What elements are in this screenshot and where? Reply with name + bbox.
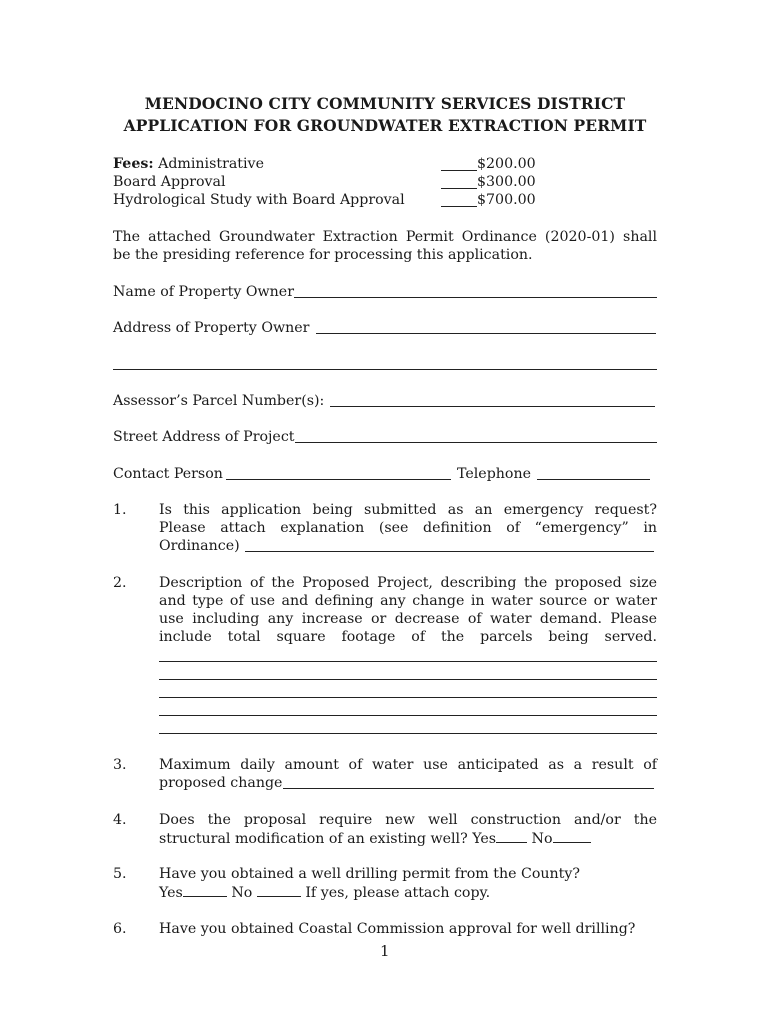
question-2-line-2: and type of use and defining any change in water source or water bbox=[159, 593, 657, 609]
question-2-answer-line-3[interactable] bbox=[159, 697, 657, 698]
question-4-line-1: Does the proposal require new well construction and/or the bbox=[159, 812, 657, 828]
question-2-answer-line-2[interactable] bbox=[159, 679, 657, 680]
question-4-number: 4. bbox=[113, 812, 127, 828]
question-5-no-field[interactable] bbox=[257, 883, 301, 897]
fee-board-approval-amount: $300.00 bbox=[477, 174, 536, 190]
contact-person-field[interactable] bbox=[226, 479, 451, 480]
question-1-number: 1. bbox=[113, 502, 127, 518]
question-5-yes-label: Yes bbox=[159, 885, 183, 901]
street-address-field[interactable] bbox=[295, 442, 657, 443]
fee-hydrological-check-line[interactable] bbox=[441, 206, 477, 207]
question-5-yes-field[interactable] bbox=[183, 883, 227, 897]
question-3-line-1: Maximum daily amount of water use anticipated as a result of bbox=[159, 757, 657, 773]
question-2-line-4: include total square footage of the parcels being served. bbox=[159, 629, 657, 645]
title-line-1: MENDOCINO CITY COMMUNITY SERVICES DISTRICT bbox=[144, 94, 626, 113]
fee-hydrological-amount: $700.00 bbox=[477, 192, 536, 208]
question-1-line-1: Is this application being submitted as an emergency request? bbox=[159, 502, 657, 518]
intro-line-2: be the presiding reference for processing this application. bbox=[113, 247, 533, 263]
telephone-label: Telephone bbox=[457, 466, 531, 482]
question-2-line-1: Description of the Proposed Project, describing the proposed size bbox=[159, 575, 657, 591]
question-2-line-3: use including any increase or decrease of water demand. Please bbox=[159, 611, 657, 627]
owner-name-field[interactable] bbox=[294, 297, 657, 298]
fee-administrative-check-line[interactable] bbox=[441, 170, 477, 171]
fee-administrative-label: Administrative bbox=[158, 156, 264, 172]
question-4-no-label: No bbox=[531, 831, 553, 847]
telephone-field[interactable] bbox=[537, 479, 650, 480]
question-3-answer-field[interactable] bbox=[283, 788, 654, 789]
page-number: 1 bbox=[380, 942, 390, 960]
question-1-line-2: Please attach explanation (see definition of “emergency” in bbox=[159, 520, 657, 536]
street-address-label: Street Address of Project bbox=[113, 429, 295, 445]
question-5-no-label: No bbox=[231, 885, 253, 901]
question-4-yes-field[interactable] bbox=[496, 829, 527, 843]
parcel-number-field[interactable] bbox=[330, 406, 655, 407]
fees-label: Fees: bbox=[113, 156, 154, 172]
question-1-line-3: Ordinance) bbox=[159, 538, 240, 554]
question-6-line-1: Have you obtained Coastal Commission approval for well drilling? bbox=[159, 921, 636, 937]
question-4-line-2-text: structural modification of an existing well? Yes bbox=[159, 831, 497, 847]
question-1-answer-field[interactable] bbox=[245, 551, 654, 552]
question-5-note: If yes, please attach copy. bbox=[305, 885, 491, 901]
question-3-number: 3. bbox=[113, 757, 127, 773]
fee-board-approval-check-line[interactable] bbox=[441, 188, 477, 189]
owner-name-label: Name of Property Owner bbox=[113, 284, 294, 300]
fee-hydrological-label: Hydrological Study with Board Approval bbox=[113, 192, 405, 208]
owner-address-field-line-2[interactable] bbox=[113, 369, 657, 370]
owner-address-field[interactable] bbox=[316, 333, 656, 334]
question-5-number: 5. bbox=[113, 866, 127, 882]
question-5-line-2 bbox=[159, 883, 490, 902]
title-line-2: APPLICATION FOR GROUNDWATER EXTRACTION PERMIT bbox=[123, 116, 647, 135]
question-5-line-1: Have you obtained a well drilling permit from the County? bbox=[159, 866, 580, 882]
question-4-no-field[interactable] bbox=[553, 829, 591, 843]
intro-line-1: The attached Groundwater Extraction Permit Ordinance (2020-01) shall bbox=[113, 229, 657, 245]
fee-board-approval-label: Board Approval bbox=[113, 174, 226, 190]
question-2-number: 2. bbox=[113, 575, 127, 591]
fee-administrative bbox=[113, 155, 264, 173]
question-6-number: 6. bbox=[113, 921, 127, 937]
fee-administrative-amount: $200.00 bbox=[477, 156, 536, 172]
parcel-number-label: Assessor’s Parcel Number(s): bbox=[113, 393, 325, 409]
question-2-answer-line-1[interactable] bbox=[159, 661, 657, 662]
owner-address-label: Address of Property Owner bbox=[113, 320, 310, 336]
question-2-answer-line-4[interactable] bbox=[159, 715, 657, 716]
question-3-line-2: proposed change bbox=[159, 775, 283, 791]
question-2-answer-line-5[interactable] bbox=[159, 733, 657, 734]
contact-person-label: Contact Person bbox=[113, 466, 223, 482]
question-4-line-2 bbox=[159, 829, 591, 848]
